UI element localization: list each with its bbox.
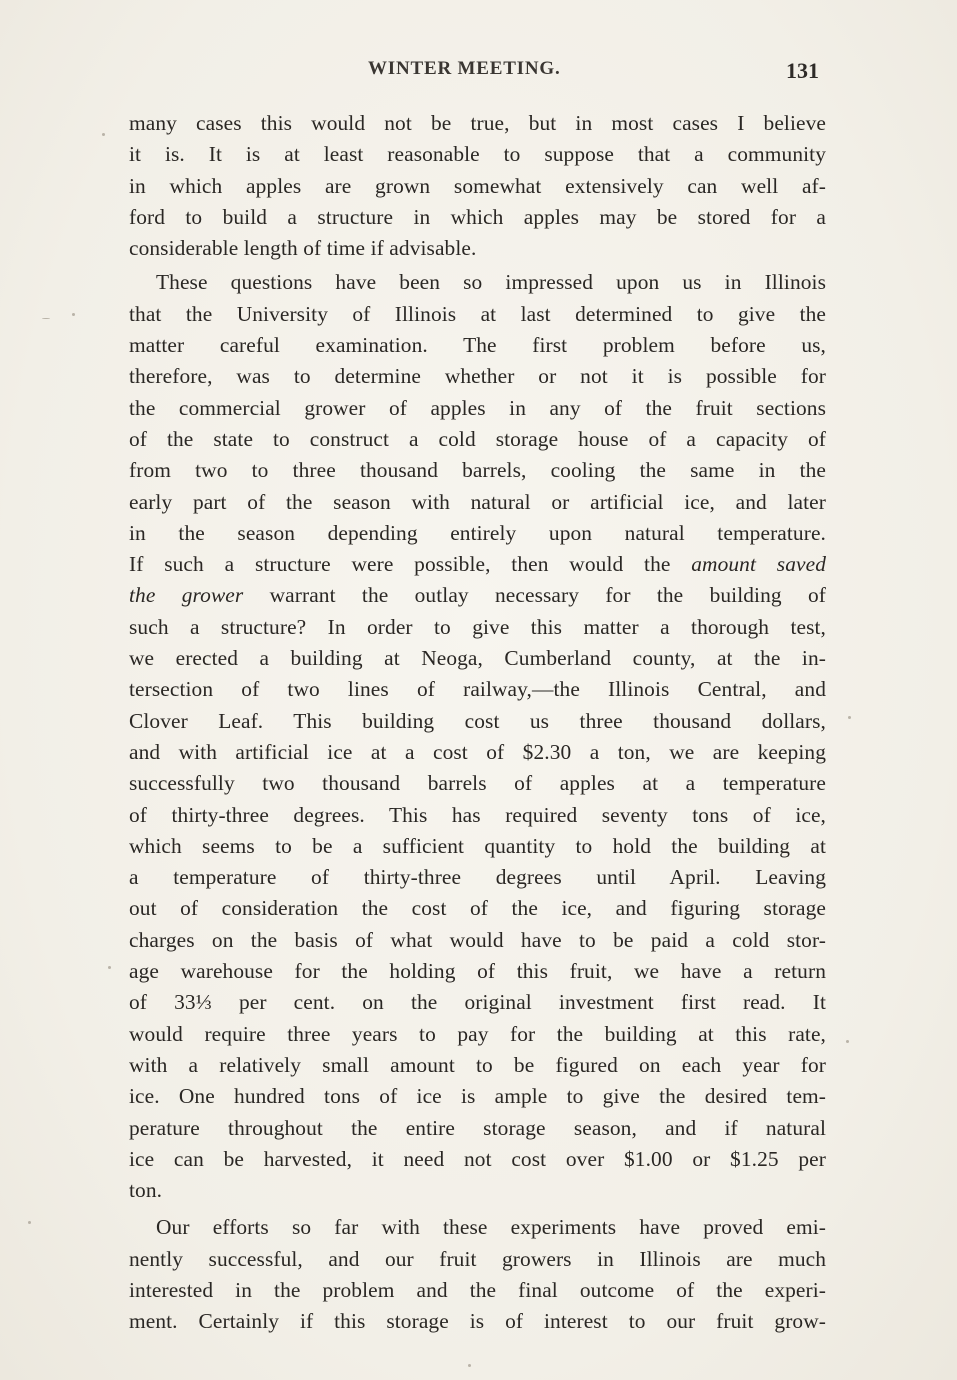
text-line: early part of the season with natural or artificial ice, and later [129, 489, 826, 514]
text-line: in the season depending entirely upon natural temperature. [129, 520, 826, 545]
text-line: many cases this would not be true, but in most cases I believe [129, 111, 826, 135]
text-line: and with artificial ice at a cost of $2.30 a ton, we are keeping [129, 739, 826, 764]
text-line: from two to three thousand barrels, cooling the same in the [129, 458, 826, 483]
text-run: warrant the outlay necessary for the building of [243, 583, 826, 608]
text-line: that the University of Illinois at last determined to give the [129, 301, 826, 326]
text-line: ice can be harvested, it need not cost over $1.00 or $1.25 per [129, 1146, 826, 1171]
scan-speck [846, 1040, 849, 1043]
paragraph-3 [129, 1212, 826, 1337]
scan-speck [848, 716, 851, 719]
text-line: therefore, was to determine whether or not it is possible for [129, 364, 826, 389]
text-line: successfully two thousand barrels of apples at a temperature [129, 771, 826, 796]
paragraph-2 [129, 267, 826, 1206]
text-line: ice. One hundred tons of ice is ample to give the desired tem- [129, 1084, 826, 1109]
page-number: 131 [786, 58, 819, 83]
text-line: interested in the problem and the final outcome of the experi- [129, 1277, 826, 1302]
text-line: with a relatively small amount to be figured on each year for [129, 1052, 826, 1077]
text-line: matter careful examination. The first problem before us, [129, 333, 826, 358]
text-line [129, 549, 826, 580]
text-line: would require three years to pay for the building at this rate, [129, 1021, 826, 1046]
text-line: Clover Leaf. This building cost us three thousand dollars, [129, 708, 826, 733]
scan-speck [42, 318, 50, 319]
italic-text: the grower [129, 583, 244, 608]
paragraph-1 [129, 108, 826, 264]
body-text [129, 108, 826, 1338]
text-line: it is. It is at least reasonable to suppose that a community [129, 142, 826, 167]
text-line: considerable length of time if advisable. [129, 236, 477, 261]
text-line: age warehouse for the holding of this fruit, we have a return [129, 959, 826, 984]
scan-speck [28, 1221, 31, 1224]
text-line: a temperature of thirty-three degrees until April. Leaving [129, 865, 826, 890]
text-line: such a structure? In order to give this matter a thorough test, [129, 614, 826, 639]
running-head [0, 54, 957, 88]
text-line: in which apples are grown somewhat extensively can well af- [129, 173, 826, 198]
text-line: of 33⅓ per cent. on the original investment first read. It [129, 990, 826, 1015]
text-line: tersection of two lines of railway,—the Illinois Central, and [129, 677, 826, 702]
text-line: perature throughout the entire storage season, and if natural [129, 1115, 826, 1140]
scan-speck [468, 1364, 471, 1367]
text-line: of thirty-three degrees. This has required seventy tons of ice, [129, 802, 826, 827]
italic-text: amount saved [691, 552, 826, 577]
text-line [129, 580, 826, 611]
text-line: ton. [129, 1178, 163, 1203]
running-title: WINTER MEETING. [368, 58, 561, 79]
text-run: If such a structure were possible, then would the [129, 552, 692, 577]
text-line: nently successful, and our fruit growers in Illinois are much [129, 1246, 826, 1271]
text-line: of the state to construct a cold storage house of a capacity of [129, 426, 826, 451]
scan-speck [72, 313, 75, 316]
text-line: out of consideration the cost of the ice, and figuring storage [129, 896, 826, 921]
scan-speck [102, 133, 105, 136]
text-line: which seems to be a sufficient quantity to hold the building at [129, 833, 826, 858]
text-line: charges on the basis of what would have to be paid a cold stor- [129, 927, 826, 952]
text-line: the commercial grower of apples in any of the fruit sections [129, 395, 826, 420]
text-line: we erected a building at Neoga, Cumberland county, at the in- [129, 646, 826, 671]
text-line: ment. Certainly if this storage is of interest to our fruit grow- [129, 1309, 826, 1334]
text-line: Our efforts so far with these experiments have proved emi- [156, 1215, 826, 1240]
scan-speck [108, 966, 111, 969]
text-line: These questions have been so impressed upon us in Illinois [156, 270, 826, 295]
text-line: ford to build a structure in which apples may be stored for a [129, 204, 826, 229]
